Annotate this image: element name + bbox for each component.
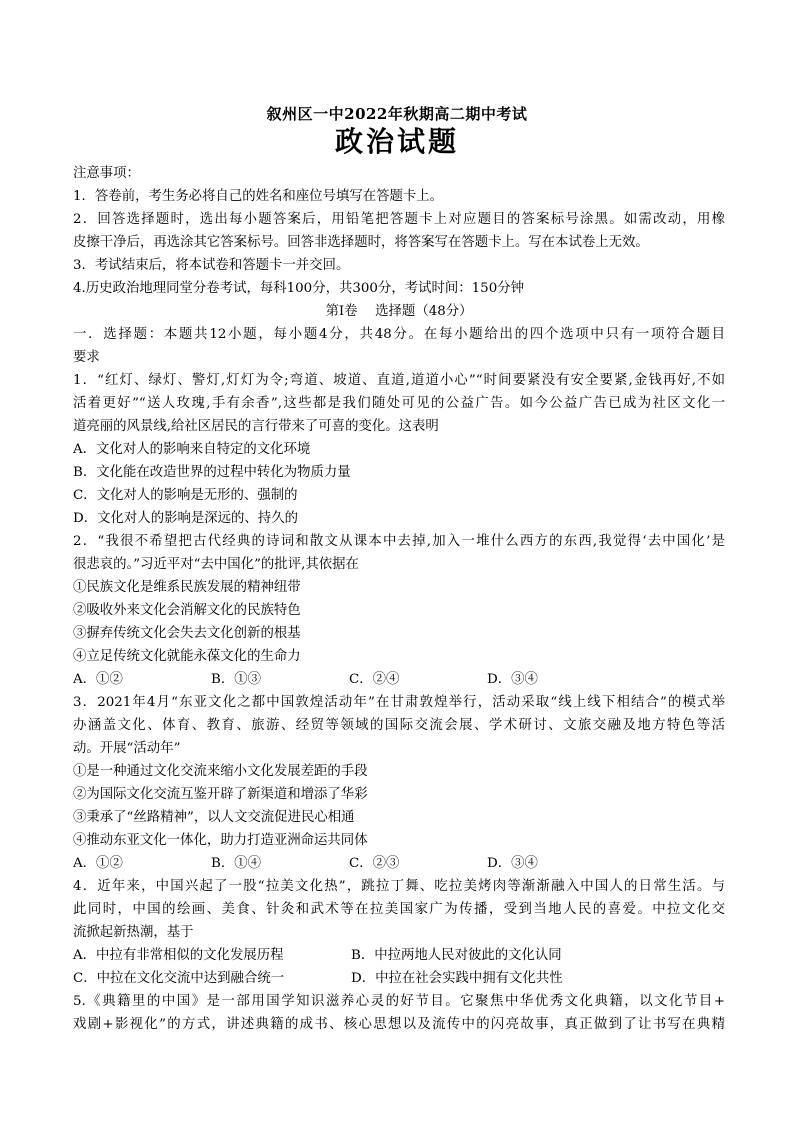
q2-stem-line-1: 2．“我很不希望把古代经典的诗词和散文从课本中去掉,加入一堆什么西方的东西,我觉得‘去中国化’是 bbox=[73, 534, 725, 549]
q3-option-c: C．②③ bbox=[349, 856, 400, 871]
q1-stem-line-1: 1．“红灯、绿灯、警灯,灯灯为令;弯道、坡道、直道,道道小心”“时间要紧没有安全要紧,金钱再好,不如 bbox=[73, 373, 725, 388]
q5-stem-line-1: 5.《典籍里的中国》是一部用国学知识滋养心灵的好节目。它聚焦中华优秀文化典籍，以文化节目+ bbox=[73, 994, 725, 1009]
q3-statement-1: ①是一种通过文化交流来缩小文化发展差距的手段 bbox=[73, 764, 368, 779]
q2-options bbox=[73, 668, 725, 691]
q5-stem-line-2: 戏剧+影视化”的方式，讲述典籍的成书、核心思想以及流传中的闪亮故事，真正做到了让书写在典精 bbox=[73, 1017, 725, 1032]
q4-stem-line-1: 4．近年来，中国兴起了一股“拉美文化热”，跳拉丁舞、吃拉美烤肉等渐渐融入中国人的日常生活。与 bbox=[73, 879, 725, 894]
exam-body bbox=[73, 162, 725, 1036]
q1-option-d: D．文化对人的影响是深远的、持久的 bbox=[73, 511, 298, 526]
q2-option-a: A．①② bbox=[73, 672, 123, 687]
notice-item-3: 3．考试结束后，将本试卷和答题卡一并交回。 bbox=[73, 258, 350, 273]
q1-stem-line-3: 道亮丽的风景线,给社区居民的言行带来了可喜的变化。这表明 bbox=[73, 419, 439, 434]
section-intro-line-2: 要求 bbox=[73, 350, 100, 365]
q4-option-b: B．中拉两地人民对彼此的文化认同 bbox=[351, 948, 562, 963]
q2-stem-line-2: 很悲哀的。”习近平对“去中国化”的批评,其依据在 bbox=[73, 557, 359, 572]
q4-stem-line-2: 此同时，中国的绘画、美食、针灸和武术等在拉美国家广为传播，受到当地人民的喜爱。中拉文化交 bbox=[73, 902, 725, 917]
q2-statement-4: ④立足传统文化就能永葆文化的生命力 bbox=[73, 649, 301, 664]
q3-statement-4: ④推动东亚文化一体化，助力打造亚洲命运共同体 bbox=[73, 833, 368, 848]
q3-option-d: D．③④ bbox=[487, 856, 538, 871]
notice-item-1: 1．答卷前，考生务必将自己的姓名和座位号填写在答题卡上。 bbox=[73, 189, 444, 204]
q1-stem-line-2: 活着更好”“送人玫瑰,手有余香”,这些都是我们随处可见的公益广告。如今公益广告已成为社区文化一 bbox=[73, 396, 725, 411]
q4-options-row-1 bbox=[73, 944, 725, 967]
exam-subtitle: 叙州区一中2022年秋期高二期中考试 bbox=[266, 105, 528, 123]
q4-stem-line-3: 流掀起新热潮，基于 bbox=[73, 925, 194, 940]
q3-statement-2: ②为国际文化交流互鉴开辟了新渠道和增添了华彩 bbox=[73, 787, 368, 802]
section-title: 第I卷 选择题（48分） bbox=[325, 304, 473, 319]
q3-stem-line-3: 动。开展“活动年” bbox=[73, 741, 181, 756]
exam-title: 政治试题 bbox=[334, 125, 459, 158]
q2-option-b: B．①③ bbox=[211, 672, 262, 687]
q3-stem-line-1: 3．2021年4月“东亚文化之都中国敦煌活动年”在甘肃敦煌举行，活动采取“线上线下相结合”的模式举 bbox=[73, 695, 725, 710]
q2-statement-1: ①民族文化是维系民族发展的精神纽带 bbox=[73, 580, 301, 595]
q3-stem-line-2: 办涵盖文化、体育、教育、旅游、经贸等领域的国际交流会展、学术研讨、文旅交融及地方特色等活 bbox=[73, 718, 725, 733]
q3-option-b: B．①④ bbox=[211, 856, 262, 871]
q1-option-b: B．文化能在改造世界的过程中转化为物质力量 bbox=[73, 465, 351, 480]
q2-option-d: D．③④ bbox=[487, 672, 538, 687]
q3-options bbox=[73, 852, 725, 875]
section-intro-line-1: 一．选择题：本题共12小题，每小题4分，共48分。在每小题给出的四个选项中只有一项符合题目 bbox=[73, 327, 725, 342]
q1-option-c: C．文化对人的影响是无形的、强制的 bbox=[73, 488, 298, 503]
q2-option-c: C．②④ bbox=[349, 672, 400, 687]
q3-option-a: A．①② bbox=[73, 856, 123, 871]
q4-option-c: C．中拉在文化交流中达到融合统一 bbox=[73, 971, 285, 986]
q3-statement-3: ③秉承了“丝路精神”，以人文交流促进民心相通 bbox=[73, 810, 355, 825]
notice-item-2-line-2: 皮擦干净后，再选涂其它答案标号。回答非选择题时，将答案写在答题卡上。写在本试卷上无效。 bbox=[73, 235, 649, 250]
q4-option-a: A．中拉有非常相似的文化发展历程 bbox=[73, 948, 284, 963]
notice-heading: 注意事项： bbox=[73, 166, 140, 181]
notice-item-2-line-1: 2．回答选择题时，选出每小题答案后，用铅笔把答题卡上对应题目的答案标号涂黑。如需改动，用橡 bbox=[73, 212, 725, 227]
q2-statement-2: ②吸收外来文化会消解文化的民族特色 bbox=[73, 603, 301, 618]
notice-item-4: 4.历史政治地理同堂分卷考试，每科100分，共300分，考试时间：150分钟 bbox=[73, 281, 524, 296]
q2-statement-3: ③摒弃传统文化会失去文化创新的根基 bbox=[73, 626, 301, 641]
q4-option-d: D．中拉在社会实践中拥有文化共性 bbox=[351, 971, 563, 986]
q4-options-row-2 bbox=[73, 967, 725, 990]
q1-option-a: A．文化对人的影响来自特定的文化环境 bbox=[73, 442, 311, 457]
